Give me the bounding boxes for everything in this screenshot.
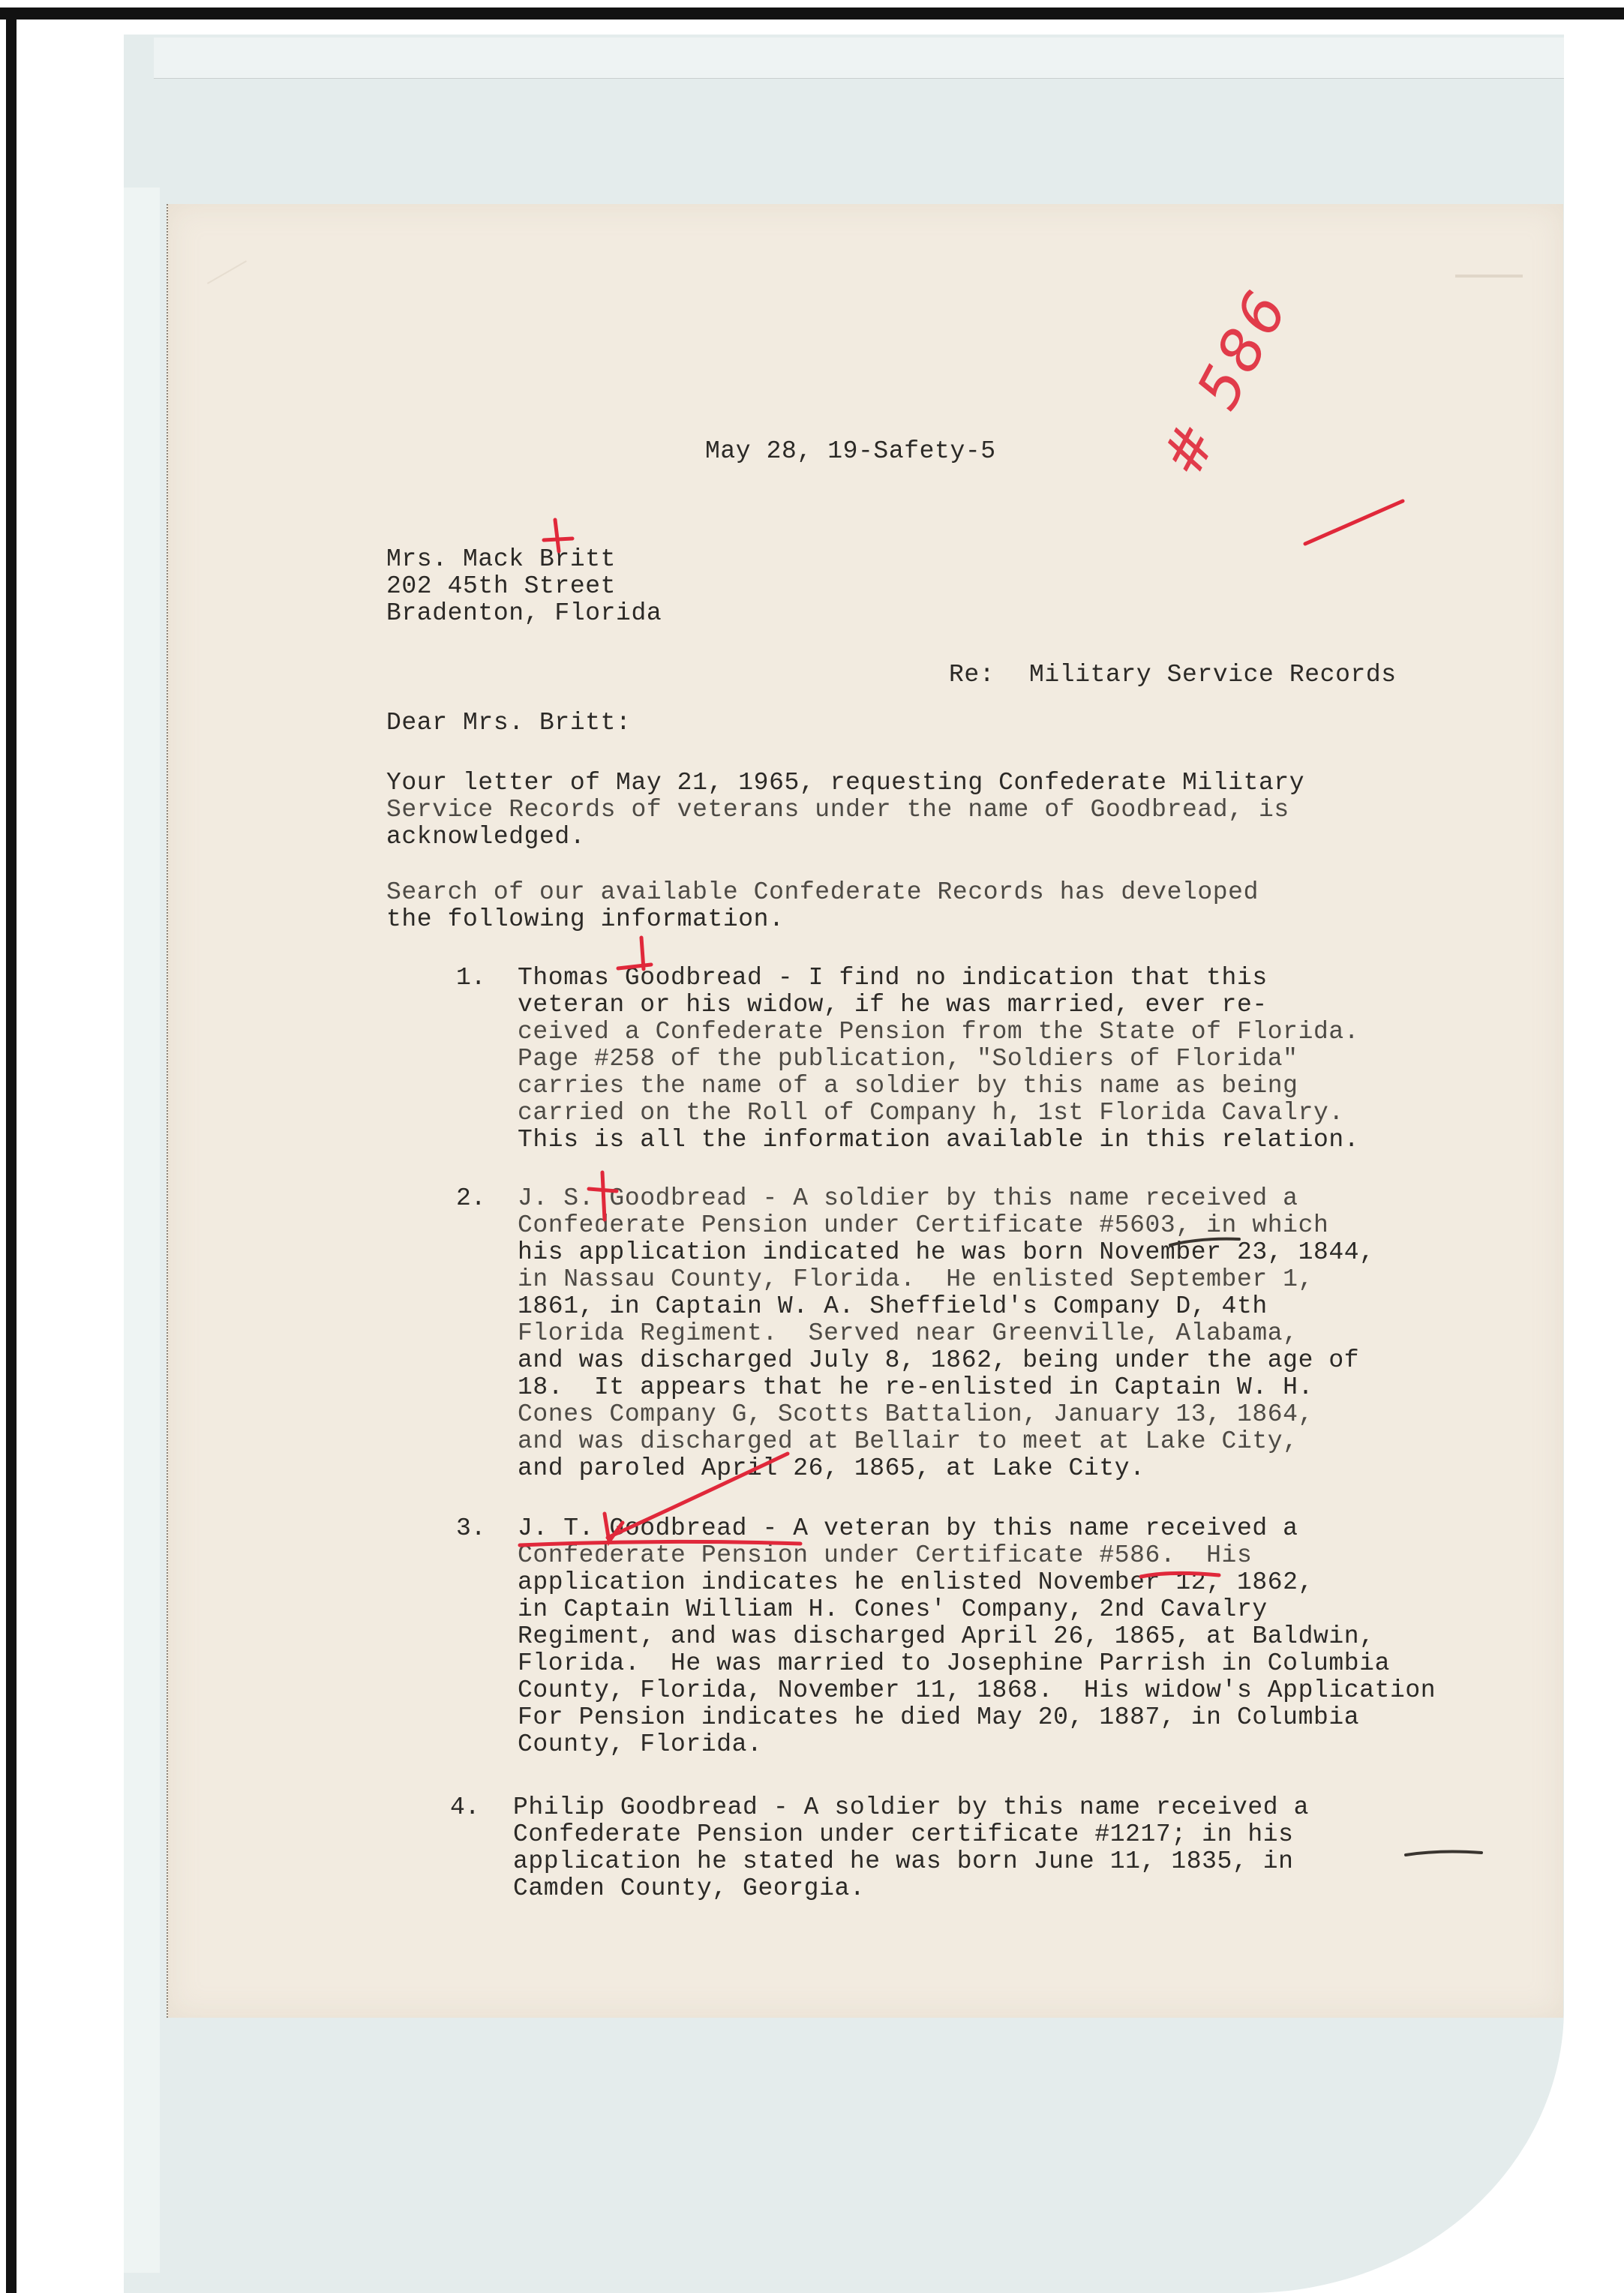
item-line: ceived a Confederate Pension from the State of Florida. bbox=[518, 1018, 1360, 1046]
item-line: Page #258 of the publication, "Soldiers of Florida" bbox=[518, 1045, 1298, 1073]
item-line: Confederate Pension under Certificate #586. His bbox=[518, 1541, 1253, 1569]
letter-date: May 28, 19-Safety-5 bbox=[705, 437, 996, 465]
item-line: and paroled April 26, 1865, at Lake City. bbox=[518, 1454, 1145, 1482]
item-line: J. S. Goodbread - A soldier by this name received a bbox=[518, 1184, 1298, 1212]
item-line: Florida Regiment. Served near Greenville, Alabama, bbox=[518, 1319, 1298, 1347]
item-line: Camden County, Georgia. bbox=[513, 1874, 866, 1902]
item-line: Regiment, and was discharged April 26, 1865, at Baldwin, bbox=[518, 1622, 1375, 1650]
item-line: and was discharged at Bellair to meet at Lake City, bbox=[518, 1427, 1298, 1455]
paragraph-line: the following information. bbox=[386, 905, 785, 933]
item-line: application indicates he enlisted November 12, 1862, bbox=[518, 1568, 1313, 1596]
item-line: J. T. Goodbread - A veteran by this name received a bbox=[518, 1514, 1298, 1542]
scanner-frame-left bbox=[6, 8, 17, 2293]
item-line: For Pension indicates he died May 20, 1887, in Columbia bbox=[518, 1703, 1360, 1731]
salutation: Dear Mrs. Britt: bbox=[386, 709, 632, 737]
paragraph-line: Search of our available Confederate Records has developed bbox=[386, 878, 1259, 906]
item-line: County, Florida. bbox=[518, 1730, 763, 1758]
item-line: and was discharged July 8, 1862, being under the age of bbox=[518, 1346, 1360, 1374]
paragraph-line: Service Records of veterans under the name of Goodbread, is bbox=[386, 796, 1289, 824]
item-line: veteran or his widow, if he was married, ever re- bbox=[518, 991, 1268, 1019]
item-line: his application indicated he was born November 23, 1844, bbox=[518, 1238, 1375, 1266]
item-number: 3. bbox=[456, 1514, 486, 1542]
item-number: 1. bbox=[456, 964, 486, 992]
recipient-city: Bradenton, Florida bbox=[386, 599, 662, 627]
item-number: 4. bbox=[450, 1793, 480, 1821]
mat-left-strip bbox=[124, 188, 160, 2273]
item-line: in Captain William H. Cones' Company, 2nd Cavalry bbox=[518, 1595, 1268, 1623]
item-line: Cones Company G, Scotts Battalion, January 13, 1864, bbox=[518, 1400, 1313, 1428]
re-label: Re: bbox=[949, 661, 995, 689]
item-line: carried on the Roll of Company h, 1st Florida Cavalry. bbox=[518, 1099, 1344, 1127]
item-line: carries the name of a soldier by this name as being bbox=[518, 1072, 1298, 1100]
item-number: 2. bbox=[456, 1184, 486, 1212]
item-line: This is all the information available in this relation. bbox=[518, 1126, 1360, 1154]
item-line: Confederate Pension under certificate #1217; in his bbox=[513, 1820, 1294, 1848]
recipient-street: 202 45th Street bbox=[386, 572, 617, 600]
item-line: 18. It appears that he re-enlisted in Captain W. H. bbox=[518, 1373, 1313, 1401]
recipient-name: Mrs. Mack Britt bbox=[386, 545, 617, 573]
item-line: in Nassau County, Florida. He enlisted September 1, bbox=[518, 1265, 1313, 1293]
item-line: Florida. He was married to Josephine Parrish in Columbia bbox=[518, 1649, 1390, 1677]
re-subject: Military Service Records bbox=[1029, 661, 1397, 689]
item-line: Thomas Goodbread - I find no indication that this bbox=[518, 964, 1268, 992]
item-line: 1861, in Captain W. A. Sheffield's Company D, 4th bbox=[518, 1292, 1268, 1320]
item-line: Philip Goodbread - A soldier by this name received a bbox=[513, 1793, 1309, 1821]
paragraph-line: Your letter of May 21, 1965, requesting Confederate Military bbox=[386, 769, 1305, 797]
paragraph-line: acknowledged. bbox=[386, 823, 586, 851]
paper-smudge bbox=[1455, 275, 1523, 278]
item-line: application he stated he was born June 11, 1835, in bbox=[513, 1847, 1294, 1875]
item-line: Confederate Pension under Certificate #5603, in which bbox=[518, 1211, 1329, 1239]
scanner-frame-top bbox=[0, 8, 1624, 20]
item-line: County, Florida, November 11, 1868. His widow's Application bbox=[518, 1676, 1436, 1704]
handwritten-reference-number: # 586 bbox=[1148, 278, 1303, 488]
mat-top-strip bbox=[154, 38, 1564, 79]
